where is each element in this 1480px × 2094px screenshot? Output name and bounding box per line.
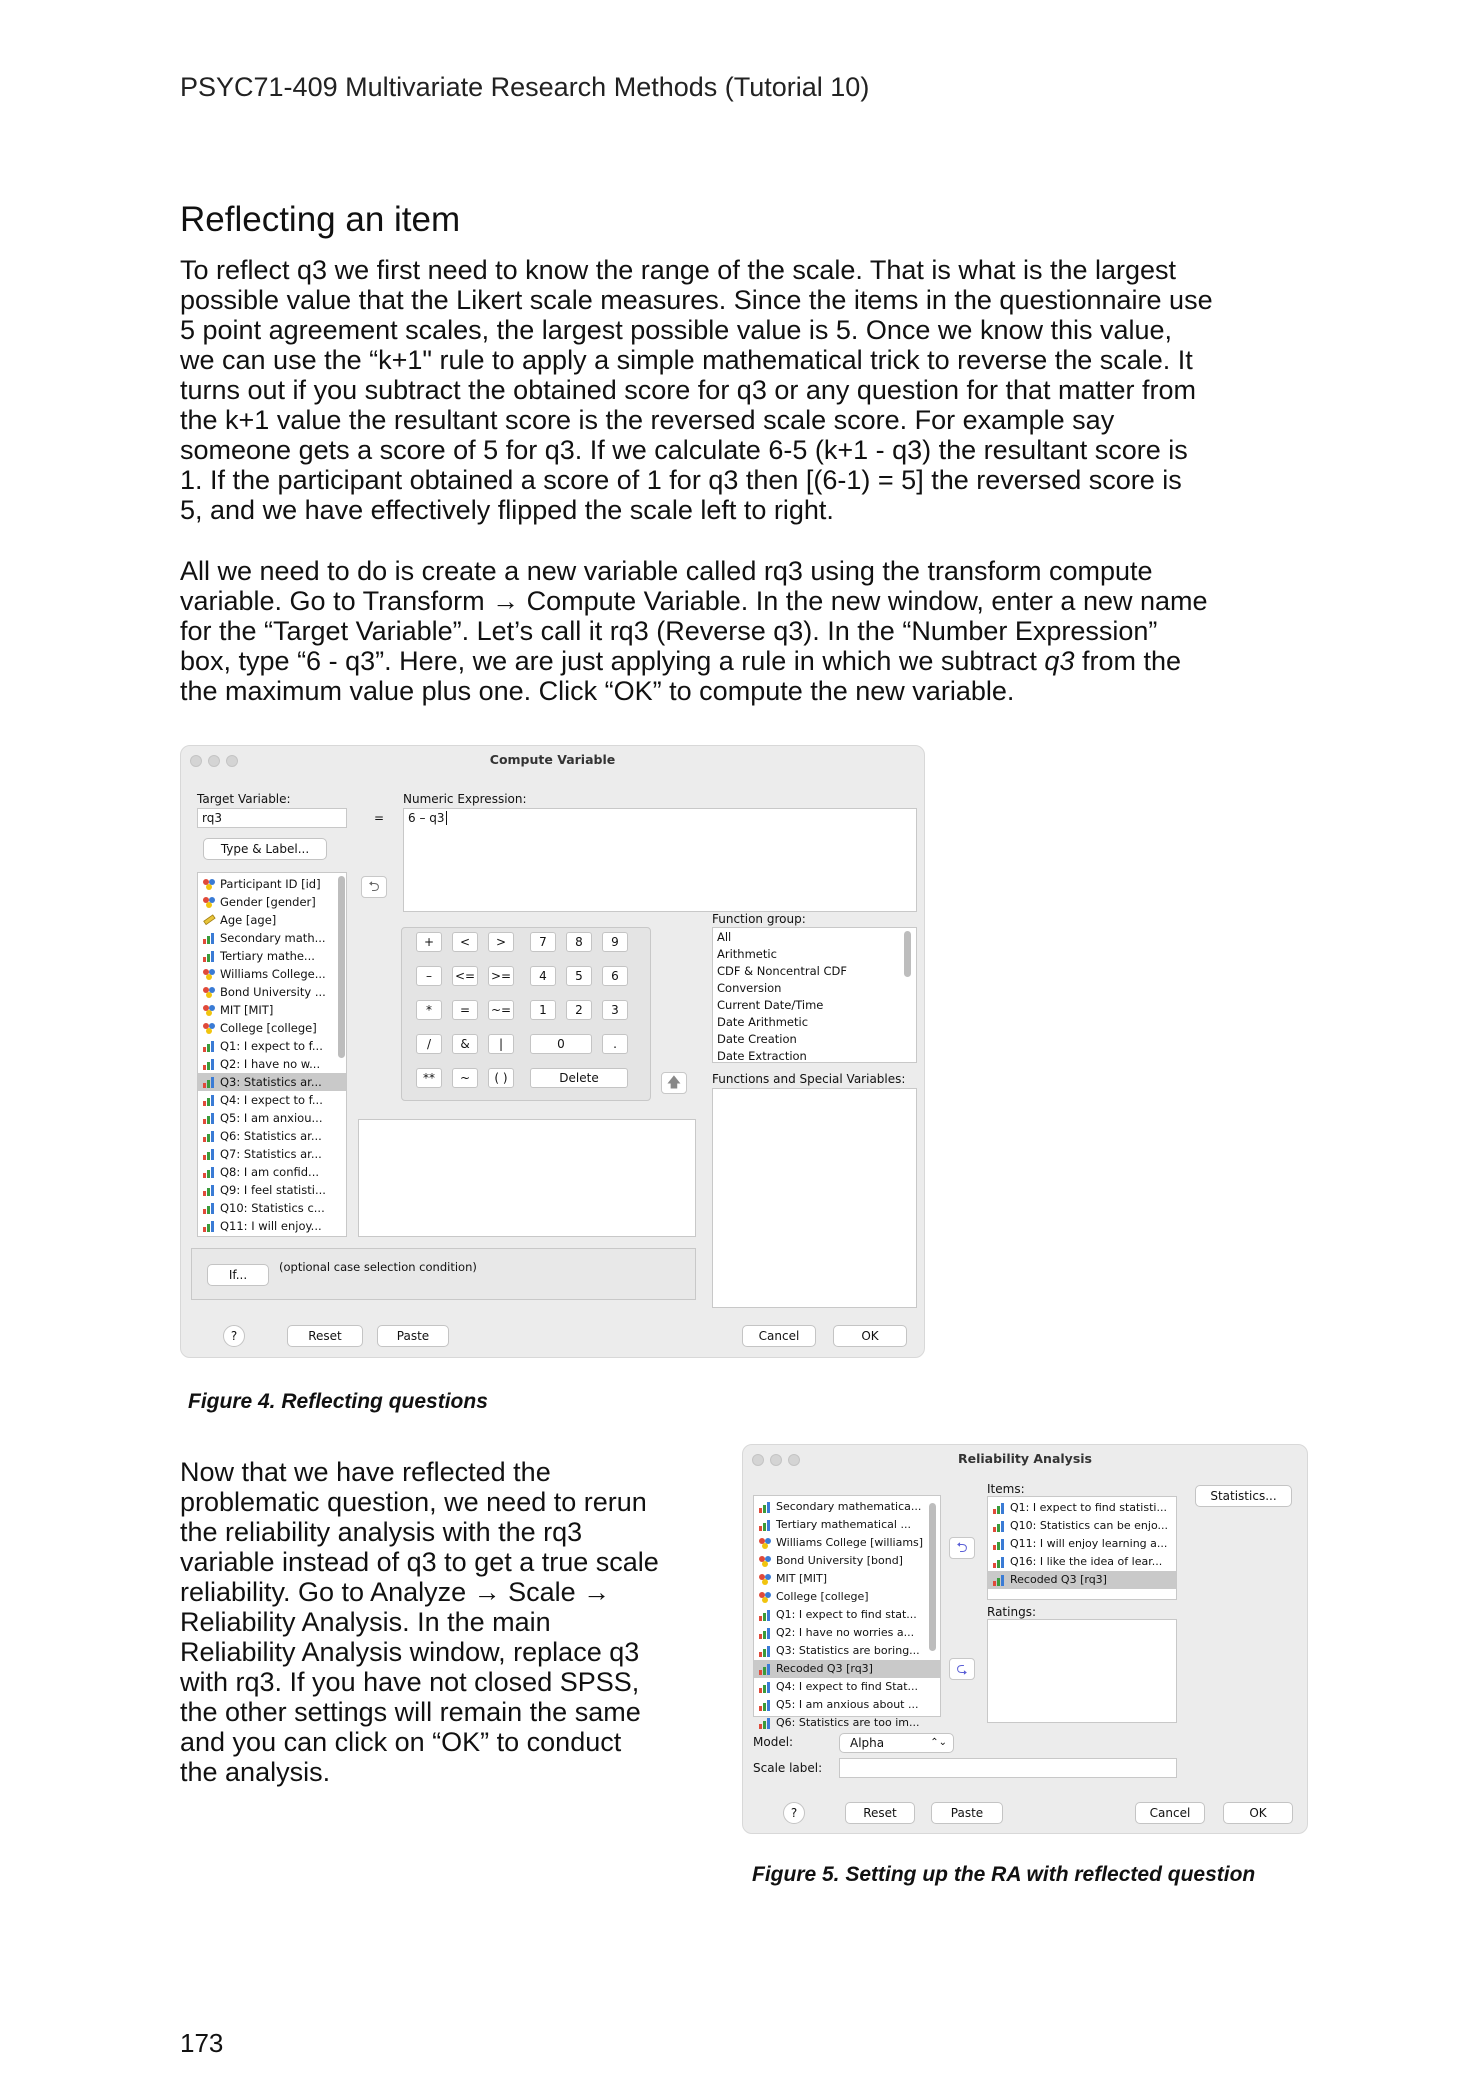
list-item-label: Q4: I expect to find Stat... [776, 1680, 919, 1693]
ordinal-measure-icon [202, 950, 216, 962]
keypad-key[interactable]: 1 [530, 1000, 556, 1020]
paragraph-reflect-intro [180, 255, 1320, 525]
list-item[interactable] [754, 1696, 940, 1714]
nominal-measure-icon [202, 1004, 216, 1016]
list-item-label: Q5: I am anxiou... [220, 1111, 323, 1125]
text-line: problematic question, we need to rerun [180, 1487, 647, 1517]
text-cursor [446, 811, 447, 825]
ordinal-measure-icon [202, 1148, 216, 1160]
ordinal-measure-icon [758, 1645, 772, 1657]
function-group-item[interactable]: Current Date/Time [717, 998, 824, 1012]
ordinal-measure-icon [758, 1609, 772, 1621]
section-title: Reflecting an item [180, 200, 461, 239]
list-item-label: Secondary mathematica... [776, 1500, 922, 1513]
ordinal-measure-icon [992, 1538, 1006, 1550]
text-line: with rq3. If you have not closed SPSS, [180, 1667, 640, 1697]
text-line: the k+1 value the resultant score is the reversed scale score. For example say [180, 405, 1115, 435]
move-variable-arrow-button[interactable] [361, 876, 387, 898]
list-item[interactable] [198, 911, 346, 929]
ordinal-measure-icon [202, 1220, 216, 1232]
nominal-measure-icon [758, 1555, 772, 1567]
function-group-item[interactable]: CDF & Noncentral CDF [717, 964, 848, 978]
list-item[interactable] [988, 1499, 1176, 1517]
list-item[interactable] [198, 929, 346, 947]
arrow-up-icon: 🡅 [666, 1075, 682, 1091]
list-item[interactable] [988, 1553, 1176, 1571]
keypad-key[interactable]: = [452, 1000, 478, 1020]
list-item[interactable] [198, 1181, 346, 1199]
list-item[interactable] [754, 1642, 940, 1660]
text-line: All we need to do is create a new variable called rq3 using the transform compute [180, 556, 1153, 586]
list-item[interactable] [754, 1606, 940, 1624]
nominal-measure-icon [758, 1573, 772, 1585]
text-line: the maximum value plus one. Click “OK” to compute the new variable. [180, 676, 1015, 706]
keypad-key[interactable]: 2 [566, 1000, 592, 1020]
keypad-key[interactable]: 7 [530, 932, 556, 952]
type-label-button[interactable]: Type & Label... [203, 838, 327, 860]
list-item[interactable] [198, 1073, 346, 1091]
variable-list-scrollbar[interactable] [929, 1503, 936, 1651]
functions-list[interactable] [712, 1088, 917, 1308]
keypad-key[interactable]: * [416, 1000, 442, 1020]
list-item-label: Q2: I have no worries a... [776, 1626, 915, 1639]
cancel-button[interactable]: Cancel [1135, 1802, 1205, 1824]
text-line: turns out if you subtract the obtained score for q3 or any question for that matter from [180, 375, 1197, 405]
list-item-label: Q10: Statistics c... [220, 1201, 325, 1215]
ordinal-measure-icon [202, 1076, 216, 1088]
items-list[interactable] [987, 1496, 1177, 1600]
arrow-right-icon: ⮎ [956, 1661, 968, 1677]
numeric-expression-label: Numeric Expression: [403, 792, 527, 806]
list-item-label: Q9: I feel statisti... [220, 1183, 326, 1197]
ratings-list[interactable] [987, 1619, 1177, 1723]
ordinal-measure-icon [758, 1717, 772, 1729]
ordinal-measure-icon [202, 1112, 216, 1124]
list-item[interactable] [988, 1535, 1176, 1553]
list-item-label: Q10: Statistics can be enjo... [1010, 1519, 1168, 1532]
dialog-title: Compute Variable [489, 752, 616, 767]
text-line: variable. Go to Transform → Compute Variable. In the new window, enter a new name [180, 586, 1208, 616]
function-group-item[interactable]: Arithmetic [717, 947, 777, 961]
list-item-label: Bond University ... [220, 985, 326, 999]
ordinal-measure-icon [758, 1501, 772, 1513]
list-item-label: Tertiary mathematical ... [776, 1518, 911, 1531]
paste-button[interactable]: Paste [931, 1802, 1003, 1824]
text-line: the other settings will remain the same [180, 1697, 641, 1727]
list-item-label: Tertiary mathe... [220, 949, 315, 963]
paste-button[interactable]: Paste [377, 1325, 449, 1347]
list-item-label: Q6: Statistics are too im... [776, 1716, 920, 1729]
ordinal-measure-icon [758, 1663, 772, 1675]
running-header: PSYC71-409 Multivariate Research Methods (Tutorial 10) [180, 72, 870, 102]
keypad-key[interactable]: & [452, 1034, 478, 1054]
keypad-key[interactable]: + [416, 932, 442, 952]
keypad-key[interactable]: ( ) [488, 1068, 514, 1088]
ok-button[interactable]: OK [833, 1325, 907, 1347]
text-line: we can use the “k+1" rule to apply a simple mathematical trick to reverse the scale. It [180, 345, 1193, 375]
ordinal-measure-icon [202, 1184, 216, 1196]
keypad-key[interactable]: <= [452, 966, 478, 986]
function-group-scrollbar[interactable] [904, 931, 911, 977]
figure-4-caption: Figure 4. Reflecting questions [188, 1390, 488, 1413]
list-item-label: Q8: I am confid... [220, 1165, 320, 1179]
keypad-key[interactable]: 4 [530, 966, 556, 986]
ordinal-measure-icon [758, 1519, 772, 1531]
arrow-left-icon: ⮌ [956, 1540, 968, 1556]
function-group-item[interactable]: Date Arithmetic [717, 1015, 809, 1029]
list-item-label: Q11: I will enjoy learning a... [1010, 1537, 1168, 1550]
list-item[interactable] [198, 893, 346, 911]
list-item[interactable] [198, 1127, 346, 1145]
text-line: 5, and we have effectively flipped the scale left to right. [180, 495, 834, 525]
list-item-label: College [college] [220, 1021, 317, 1035]
list-item-label: Age [age] [220, 913, 277, 927]
function-group-label: Function group: [712, 912, 806, 926]
nominal-measure-icon [202, 1022, 216, 1034]
list-item-label: Q1: I expect to f... [220, 1039, 323, 1053]
list-item[interactable] [198, 875, 346, 893]
if-condition-hint: (optional case selection condition) [279, 1260, 477, 1274]
chevron-updown-icon: ⌃⌄ [930, 1737, 947, 1748]
ordinal-measure-icon [758, 1681, 772, 1693]
list-item[interactable] [198, 1217, 346, 1235]
model-label: Model: [753, 1735, 794, 1749]
variable-list[interactable] [753, 1495, 941, 1729]
keypad-key[interactable]: 5 [566, 966, 592, 986]
ordinal-measure-icon [992, 1574, 1006, 1586]
ordinal-measure-icon [202, 1130, 216, 1142]
target-variable-label: Target Variable: [197, 792, 291, 806]
list-item[interactable] [754, 1534, 940, 1552]
ordinal-measure-icon [758, 1627, 772, 1639]
emphasis: q3 [1044, 646, 1075, 676]
list-item[interactable] [198, 983, 346, 1001]
list-item-label: MIT [MIT] [776, 1572, 827, 1585]
ordinal-measure-icon [202, 932, 216, 944]
keypad-key[interactable]: ~= [488, 1000, 514, 1020]
list-item-label: Secondary math... [220, 931, 326, 945]
model-select-value: Alpha [850, 1736, 885, 1750]
function-group-item[interactable]: Conversion [717, 981, 782, 995]
list-item-label: Q5: I am anxious about ... [776, 1698, 919, 1711]
text-line: variable instead of q3 to get a true scale [180, 1547, 659, 1577]
scale-measure-icon [202, 914, 216, 926]
keypad-key[interactable]: < [452, 932, 478, 952]
text-line: Reliability Analysis. In the main [180, 1607, 551, 1637]
function-group-item[interactable]: Date Extraction [717, 1049, 807, 1063]
keypad-key[interactable]: / [416, 1034, 442, 1054]
statistics-button[interactable]: Statistics... [1195, 1485, 1292, 1507]
list-item-label: Gender [gender] [220, 895, 316, 909]
reset-button[interactable]: Reset [287, 1325, 363, 1347]
calculator-keypad [401, 927, 651, 1101]
ordinal-measure-icon [202, 1094, 216, 1106]
list-item-label: Q1: I expect to find stat... [776, 1608, 917, 1621]
text-span: from the [1074, 646, 1182, 676]
list-item[interactable] [198, 1145, 346, 1163]
keypad-key[interactable]: 3 [602, 1000, 628, 1020]
ordinal-measure-icon [202, 1058, 216, 1070]
list-item[interactable] [198, 965, 346, 983]
equals-sign: = [374, 811, 385, 825]
help-button[interactable]: ? [783, 1802, 805, 1824]
list-item-label: Q4: I expect to f... [220, 1093, 323, 1107]
ordinal-measure-icon [758, 1699, 772, 1711]
list-item[interactable] [198, 1019, 346, 1037]
list-item[interactable] [754, 1714, 940, 1732]
list-item-label: Bond University [bond] [776, 1554, 903, 1567]
page-number: 173 [180, 2028, 224, 2058]
reliability-analysis-dialog [742, 1444, 1308, 1834]
keypad-key[interactable]: ** [416, 1068, 442, 1088]
text-line: Now that we have reflected the [180, 1457, 551, 1487]
nominal-measure-icon [202, 878, 216, 890]
keypad-key[interactable]: >= [488, 966, 514, 986]
compute-variable-dialog [180, 745, 925, 1358]
ordinal-measure-icon [202, 1166, 216, 1178]
list-item[interactable] [198, 1001, 346, 1019]
move-to-ratings-button[interactable] [949, 1658, 975, 1680]
arrow-left-icon: ⮌ [368, 879, 380, 895]
text-line: the reliability analysis with the rq3 [180, 1517, 583, 1547]
list-item-label: Williams College... [220, 967, 326, 981]
list-item[interactable] [198, 1109, 346, 1127]
list-item-label: Q7: Statistics ar... [220, 1147, 322, 1161]
list-item-label: Q2: I have no w... [220, 1057, 321, 1071]
numeric-expression-input[interactable] [403, 808, 917, 912]
list-item[interactable] [198, 1037, 346, 1055]
numeric-expression-text: 6 – q3 [408, 811, 445, 825]
list-item[interactable] [754, 1516, 940, 1534]
nominal-measure-icon [202, 986, 216, 998]
list-item-label: Williams College [williams] [776, 1536, 924, 1549]
dialog-title: Reliability Analysis [958, 1451, 1092, 1466]
keypad-key[interactable]: > [488, 932, 514, 952]
function-description-area [358, 1119, 696, 1237]
function-group-list[interactable] [712, 927, 917, 1063]
nominal-measure-icon [758, 1591, 772, 1603]
list-item[interactable] [988, 1571, 1176, 1589]
nominal-measure-icon [758, 1537, 772, 1549]
keypad-key[interactable]: 9 [602, 932, 628, 952]
list-item-label: MIT [MIT] [220, 1003, 274, 1017]
keypad-key[interactable]: . [602, 1034, 628, 1054]
list-item[interactable] [754, 1570, 940, 1588]
list-item-label: Recoded Q3 [rq3] [776, 1662, 873, 1675]
ok-button[interactable]: OK [1223, 1802, 1293, 1824]
keypad-key[interactable]: 0 [530, 1034, 592, 1054]
keypad-key[interactable]: – [416, 966, 442, 986]
scale-label-input[interactable] [839, 1758, 1177, 1778]
text-line: Reliability Analysis window, replace q3 [180, 1637, 640, 1667]
items-label: Items: [987, 1482, 1025, 1496]
list-item[interactable] [988, 1517, 1176, 1535]
keypad-key[interactable]: 6 [602, 966, 628, 986]
scale-label-label: Scale label: [753, 1761, 823, 1775]
list-item[interactable] [754, 1624, 940, 1642]
move-to-items-button[interactable] [949, 1537, 975, 1559]
ordinal-measure-icon [202, 1202, 216, 1214]
text-line: 5 point agreement scales, the largest possible value is 5. Once we know this value, [180, 315, 1173, 345]
text-line: possible value that the Likert scale measures. Since the items in the questionnaire use [180, 285, 1213, 315]
function-group-item[interactable]: Date Creation [717, 1032, 797, 1046]
list-item-label: Q3: Statistics ar... [220, 1075, 322, 1089]
ordinal-measure-icon [992, 1502, 1006, 1514]
list-item[interactable] [198, 1091, 346, 1109]
list-item-label: Q6: Statistics ar... [220, 1129, 322, 1143]
list-item-label: Q16: I like the idea of lear... [1010, 1555, 1163, 1568]
keypad-key[interactable]: 8 [566, 932, 592, 952]
list-item-label: Recoded Q3 [rq3] [1010, 1573, 1107, 1586]
reset-button[interactable]: Reset [845, 1802, 915, 1824]
list-item[interactable] [754, 1498, 940, 1516]
text-line [180, 646, 1320, 676]
list-item-label: College [college] [776, 1590, 869, 1603]
function-group-item[interactable]: All [717, 930, 732, 944]
variable-list-scrollbar[interactable] [338, 876, 345, 1058]
model-select[interactable] [839, 1733, 954, 1753]
text-line: and you can click on “OK” to conduct [180, 1727, 622, 1757]
list-item[interactable] [754, 1552, 940, 1570]
cancel-button[interactable]: Cancel [742, 1325, 816, 1347]
text-line: 1. If the participant obtained a score of 1 for q3 then [(6-1) = 5] the reversed score is [180, 465, 1182, 495]
paragraph-rerun-reliability [180, 1457, 740, 1787]
text-line: for the “Target Variable”. Let’s call it rq3 (Reverse q3). In the “Number Expression” [180, 616, 1158, 646]
text-line: reliability. Go to Analyze → Scale → [180, 1577, 611, 1607]
move-function-up-button[interactable] [661, 1072, 687, 1094]
nominal-measure-icon [202, 968, 216, 980]
ordinal-measure-icon [992, 1556, 1006, 1568]
functions-label: Functions and Special Variables: [712, 1072, 906, 1086]
list-item[interactable] [198, 1163, 346, 1181]
text-line: someone gets a score of 5 for q3. If we calculate 6-5 (k+1 - q3) the resultant score is [180, 435, 1188, 465]
list-item[interactable] [198, 1199, 346, 1217]
text-span: box, type “6 - q3”. Here, we are just applying a rule in which we subtract [180, 646, 1045, 676]
text-line: To reflect q3 we first need to know the range of the scale. That is what is the largest [180, 255, 1177, 285]
nominal-measure-icon [202, 896, 216, 908]
ordinal-measure-icon [992, 1520, 1006, 1532]
list-item[interactable] [754, 1678, 940, 1696]
figure-5-caption: Figure 5. Setting up the RA with reflected question [752, 1863, 1256, 1886]
paragraph-compute-instructions [180, 556, 1320, 706]
variable-list[interactable] [197, 872, 347, 1237]
keypad-key[interactable]: | [488, 1034, 514, 1054]
list-item[interactable] [754, 1588, 940, 1606]
text-line: the analysis. [180, 1757, 331, 1787]
keypad-key[interactable]: ~ [452, 1068, 478, 1088]
list-item[interactable] [198, 1055, 346, 1073]
list-item-label: Q11: I will enjoy... [220, 1219, 322, 1233]
list-item-label: Q3: Statistics are boring... [776, 1644, 920, 1657]
list-item[interactable] [754, 1660, 940, 1678]
ordinal-measure-icon [202, 1040, 216, 1052]
list-item[interactable] [198, 947, 346, 965]
list-item-label: Participant ID [id] [220, 877, 321, 891]
target-variable-input[interactable]: rq3 [197, 808, 347, 828]
ratings-label: Ratings: [987, 1605, 1036, 1619]
help-button[interactable]: ? [223, 1325, 245, 1347]
delete-key[interactable]: Delete [530, 1068, 628, 1088]
if-button[interactable]: If... [207, 1264, 269, 1286]
list-item-label: Q1: I expect to find statisti... [1010, 1501, 1167, 1514]
